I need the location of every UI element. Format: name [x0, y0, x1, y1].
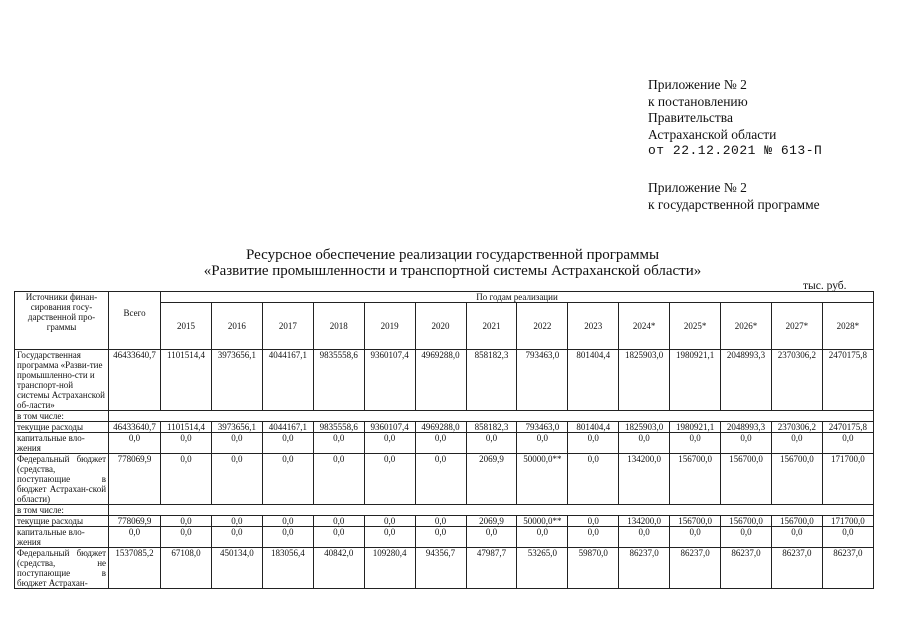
cell-value: 1980921,1: [670, 350, 721, 411]
cell-value: 86237,0: [721, 548, 772, 589]
cell-value: 0,0: [364, 454, 415, 505]
header-year: 2027*: [771, 303, 822, 350]
cell-value: 0,0: [771, 433, 822, 454]
cell-value: 156700,0: [721, 516, 772, 527]
cell-value: 0,0: [262, 527, 313, 548]
unit-label: тыс. руб.: [803, 280, 847, 292]
cell-value: 171700,0: [822, 516, 873, 527]
cell-value: 0,0: [262, 454, 313, 505]
cell-total: 0,0: [109, 433, 161, 454]
cell-value: 0,0: [670, 527, 721, 548]
appendix-header-top: [648, 77, 822, 160]
appendix-number: Приложение № 2: [648, 77, 747, 92]
cell-value: 1101514,4: [161, 422, 212, 433]
cell-value: 858182,3: [466, 350, 517, 411]
table-row: [15, 350, 874, 411]
cell-value: 156700,0: [670, 454, 721, 505]
cell-value: 0,0: [771, 527, 822, 548]
document-title: [0, 247, 905, 279]
appendix-header-bottom: [648, 180, 820, 213]
cell-value: 0,0: [415, 516, 466, 527]
cell-value: 1980921,1: [670, 422, 721, 433]
cell-value: 793463,0: [517, 350, 568, 411]
cell-value: 0,0: [364, 433, 415, 454]
cell-value: 86237,0: [670, 548, 721, 589]
cell-value: 2048993,3: [721, 422, 772, 433]
header-year: 2024*: [619, 303, 670, 350]
cell-value: 2370306,2: [771, 350, 822, 411]
table-row: [15, 516, 874, 527]
row-label: капитальные вло-жения: [15, 433, 109, 454]
cell-value: 0,0: [211, 516, 262, 527]
cell-value: 156700,0: [721, 454, 772, 505]
cell-value: 2470175,8: [822, 422, 873, 433]
appendix-government: Правительства: [648, 110, 733, 125]
cell-value: 0,0: [619, 433, 670, 454]
cell-value: 793463,0: [517, 422, 568, 433]
resource-table: [14, 291, 874, 589]
cell-value: 109280,4: [364, 548, 415, 589]
cell-value: 134200,0: [619, 516, 670, 527]
cell-value: 2069,9: [466, 454, 517, 505]
cell-value: 0,0: [670, 433, 721, 454]
cell-value: 1825903,0: [619, 350, 670, 411]
cell-value: 0,0: [568, 433, 619, 454]
cell-value: 9360107,4: [364, 350, 415, 411]
header-year: 2019: [364, 303, 415, 350]
cell-total: 1537085,2: [109, 548, 161, 589]
cell-value: 2069,9: [466, 516, 517, 527]
cell-value: 0,0: [466, 433, 517, 454]
cell-value: 86237,0: [771, 548, 822, 589]
cell-value: 59870,0: [568, 548, 619, 589]
empty-cell: [109, 411, 874, 422]
appendix-to-resolution: к постановлению: [648, 93, 748, 109]
cell-value: 0,0: [415, 527, 466, 548]
cell-value: 4969288,0: [415, 422, 466, 433]
cell-value: 0,0: [313, 516, 364, 527]
cell-value: 171700,0: [822, 454, 873, 505]
appendix-region: Астраханской области: [648, 126, 777, 142]
cell-value: 0,0: [262, 433, 313, 454]
cell-value: 858182,3: [466, 422, 517, 433]
cell-value: 0,0: [161, 527, 212, 548]
cell-value: 0,0: [822, 433, 873, 454]
cell-value: 0,0: [161, 454, 212, 505]
subheader-row: [15, 505, 874, 516]
cell-value: 0,0: [313, 527, 364, 548]
table-row: [15, 527, 874, 548]
row-label: в том числе:: [15, 411, 109, 422]
cell-value: 156700,0: [670, 516, 721, 527]
cell-value: 9835558,6: [313, 350, 364, 411]
cell-value: 0,0: [161, 433, 212, 454]
cell-value: 50000,0**: [517, 454, 568, 505]
header-year: 2015: [161, 303, 212, 350]
cell-value: 40842,0: [313, 548, 364, 589]
header-row: [15, 292, 874, 303]
cell-total: 46433640,7: [109, 422, 161, 433]
row-label: текущие расходы: [15, 422, 109, 433]
cell-value: 0,0: [313, 454, 364, 505]
cell-value: 9835558,6: [313, 422, 364, 433]
row-label: текущие расходы: [15, 516, 109, 527]
cell-value: 801404,4: [568, 422, 619, 433]
header-year: 2017: [262, 303, 313, 350]
header-year: 2022: [517, 303, 568, 350]
cell-value: 86237,0: [619, 548, 670, 589]
header-year: 2023: [568, 303, 619, 350]
cell-value: 94356,7: [415, 548, 466, 589]
header-year: 2021: [466, 303, 517, 350]
cell-value: 0,0: [415, 454, 466, 505]
cell-total: 46433640,7: [109, 350, 161, 411]
cell-value: 156700,0: [771, 516, 822, 527]
header-year: 2016: [211, 303, 262, 350]
title-line-2: «Развитие промышленности и транспортной системы Астраханской области»: [203, 263, 702, 279]
cell-value: 0,0: [619, 527, 670, 548]
cell-total: 0,0: [109, 527, 161, 548]
cell-value: 1101514,4: [161, 350, 212, 411]
header-by-years: По годам реализации: [161, 292, 874, 303]
cell-value: 4969288,0: [415, 350, 466, 411]
cell-total: 778069,9: [109, 516, 161, 527]
cell-value: 50000,0**: [517, 516, 568, 527]
empty-cell: [109, 505, 874, 516]
cell-value: 0,0: [364, 516, 415, 527]
cell-value: 3973656,1: [211, 422, 262, 433]
row-label: Федеральный бюджет (средства, не поступающие в бюджет Астрахан-: [15, 548, 109, 589]
subheader-row: [15, 411, 874, 422]
cell-value: 2470175,8: [822, 350, 873, 411]
cell-value: 0,0: [313, 433, 364, 454]
cell-value: 1825903,0: [619, 422, 670, 433]
cell-value: 47987,7: [466, 548, 517, 589]
cell-total: 778069,9: [109, 454, 161, 505]
row-label: Федеральный бюджет (средства, поступающие в бюджет Астрахан-ской области): [15, 454, 109, 505]
table-row: [15, 422, 874, 433]
cell-value: 4044167,1: [262, 422, 313, 433]
cell-value: 0,0: [568, 527, 619, 548]
appendix-number-2: Приложение № 2: [648, 180, 747, 195]
cell-value: 0,0: [721, 527, 772, 548]
cell-value: 9360107,4: [364, 422, 415, 433]
cell-value: 134200,0: [619, 454, 670, 505]
header-total: Всего: [109, 292, 161, 350]
cell-value: 183056,4: [262, 548, 313, 589]
cell-value: 0,0: [517, 433, 568, 454]
cell-value: 0,0: [568, 454, 619, 505]
cell-value: 0,0: [161, 516, 212, 527]
cell-value: 2370306,2: [771, 422, 822, 433]
table-row: [15, 454, 874, 505]
header-year: 2026*: [721, 303, 772, 350]
cell-value: 0,0: [211, 527, 262, 548]
header-year: 2028*: [822, 303, 873, 350]
cell-value: 0,0: [721, 433, 772, 454]
cell-value: 0,0: [262, 516, 313, 527]
cell-value: 0,0: [211, 454, 262, 505]
cell-value: 0,0: [568, 516, 619, 527]
cell-value: 0,0: [517, 527, 568, 548]
cell-value: 0,0: [364, 527, 415, 548]
row-label: Государственная программа «Разви-тие промышленно-сти и транспорт-ной системы Астраханской об-ласти»: [15, 350, 109, 411]
cell-value: 0,0: [466, 527, 517, 548]
header-source: Источники финан-сирования госу-дарственной про-граммы: [15, 292, 109, 350]
cell-value: 53265,0: [517, 548, 568, 589]
appendix-date-number: от 22.12.2021 № 613-П: [648, 143, 823, 158]
cell-value: 0,0: [822, 527, 873, 548]
row-label: в том числе:: [15, 505, 109, 516]
title-line-1: Ресурсное обеспечение реализации государственной программы: [245, 247, 660, 263]
cell-value: 4044167,1: [262, 350, 313, 411]
cell-value: 450134,0: [211, 548, 262, 589]
cell-value: 0,0: [211, 433, 262, 454]
header-year: 2025*: [670, 303, 721, 350]
table-row: [15, 548, 874, 589]
appendix-to-program: к государственной программе: [648, 196, 820, 212]
header-year: 2018: [313, 303, 364, 350]
cell-value: 67108,0: [161, 548, 212, 589]
cell-value: 86237,0: [822, 548, 873, 589]
cell-value: 0,0: [415, 433, 466, 454]
header-year: 2020: [415, 303, 466, 350]
cell-value: 801404,4: [568, 350, 619, 411]
cell-value: 2048993,3: [721, 350, 772, 411]
row-label: капитальные вло-жения: [15, 527, 109, 548]
table-row: [15, 433, 874, 454]
cell-value: 156700,0: [771, 454, 822, 505]
cell-value: 3973656,1: [211, 350, 262, 411]
